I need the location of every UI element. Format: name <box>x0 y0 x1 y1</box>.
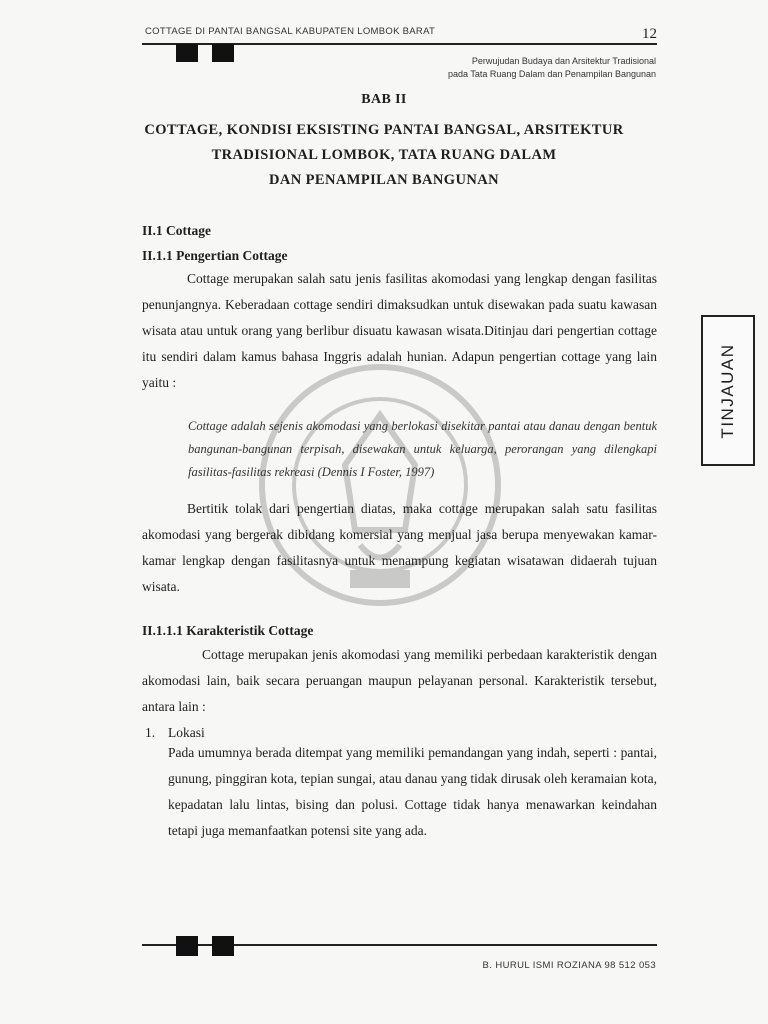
paragraph-2 <box>142 496 657 600</box>
side-tab <box>701 315 755 466</box>
section-heading-2-1-1-1: II.1.1.1 Karakteristik Cottage <box>142 623 314 638</box>
header-block-right <box>212 44 234 62</box>
paragraph-3-text: Cottage merupakan jenis akomodasi yang memiliki perbedaan karakteristik dengan akomodasi lain, baik secara peruangan maupun pelayanan personal. Karakteristik tersebut, antara lain : <box>142 647 657 714</box>
list-item-1-marker: 1. <box>145 725 156 740</box>
chapter-label: BAB II <box>361 92 407 107</box>
footer-block-left <box>176 936 198 956</box>
running-header-subtitle-2: pada Tata Ruang Dalam dan Penampilan Bangunan <box>448 69 656 79</box>
paragraph-1-text: Cottage merupakan salah satu jenis fasilitas akomodasi yang lengkap dengan fasilitas penunjangnya. Keberadaan cottage sendiri dimaksudkan untuk disewakan pada suatu kawasan wisata atau untuk orang yang berlibur disuatu kawasan wisata.Ditinjau dari pengertian cottage itu sendiri dalam kamus bahasa Inggris adalah hunian. Adapun pengertian cottage yang lain yaitu : <box>142 271 657 390</box>
quote-definition: Cottage adalah sejenis akomodasi yang berlokasi disekitar pantai atau danau dengan bentuk bangunan-bangunan terpisah, disewakan untuk keluarga, perorangan yang dilengkapi fasilitas-fasilitas rekreasi (Dennis I Foster, 1997) <box>188 419 657 479</box>
header-block-left <box>176 44 198 62</box>
chapter-title-line-1: COTTAGE, KONDISI EKSISTING PANTAI BANGSAL, ARSITEKTUR <box>144 122 624 138</box>
paragraph-definition <box>142 266 657 396</box>
page-number: 12 <box>642 26 657 42</box>
running-header-subtitle-1: Perwujudan Budaya dan Arsitektur Tradisional <box>471 56 656 66</box>
chapter-title-line-3: DAN PENAMPILAN BANGUNAN <box>269 172 499 188</box>
chapter-title-line-2: TRADISIONAL LOMBOK, TATA RUANG DALAM <box>211 147 557 163</box>
section-heading-2-1: II.1 Cottage <box>142 223 211 238</box>
running-header-title: COTTAGE DI PANTAI BANGSAL KABUPATEN LOMBOK BARAT <box>145 26 436 37</box>
paragraph-2-text: Bertitik tolak dari pengertian diatas, maka cottage merupakan salah satu fasilitas akomodasi yang bergerak dibidang komersial yang menjual jasa berupa menyewakan kamar-kamar lengkap dengan fasilitasnya untuk menampung kegiatan wisatawan didaerah tujuan wisata. <box>142 501 657 594</box>
side-tab-label: TINJAUAN <box>718 342 737 439</box>
section-heading-2-1-1: II.1.1 Pengertian Cottage <box>142 248 288 263</box>
list-item-1-label: Lokasi <box>168 725 205 740</box>
paragraph-3 <box>142 642 657 720</box>
footer-author: B. HURUL ISMI ROZIANA 98 512 053 <box>482 960 656 971</box>
footer-block-right <box>212 936 234 956</box>
list-item-1-body: Pada umumnya berada ditempat yang memiliki pemandangan yang indah, seperti : pantai, gunung, pinggiran kota, tepian sungai, atau danau yang tidak dirusak oleh keramaian kota, kepadatan lalu lintas, bising dan polusi. Cottage tidak hanya menawarkan keindahan tetapi juga memanfaatkan potensi site yang ada. <box>168 745 657 838</box>
